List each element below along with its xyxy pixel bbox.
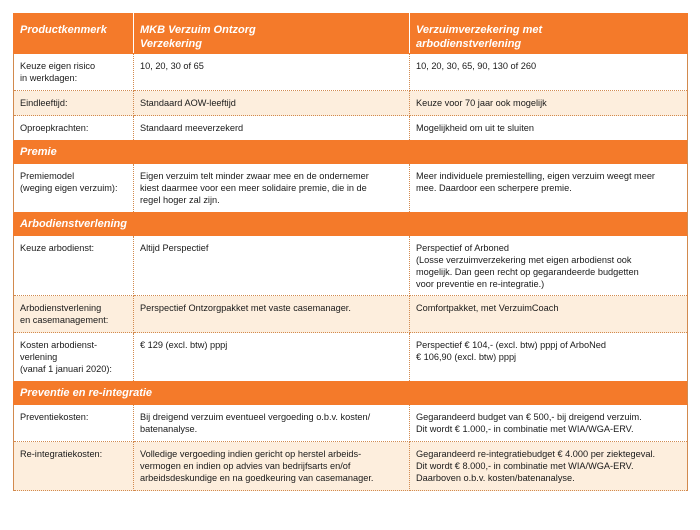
table-row-premiemodel xyxy=(14,164,688,213)
row-label: Kosten arbodienst- verlening (vanaf 1 januari 2020): xyxy=(14,333,134,382)
ontzorg-value: € 129 (excl. btw) pppj xyxy=(134,333,410,382)
table-header-row xyxy=(14,14,688,54)
verzuim-value: 10, 20, 30, 65, 90, 130 of 260 xyxy=(410,54,688,91)
row-label: Premiemodel (weging eigen verzuim): xyxy=(14,164,134,213)
table-row-kosten-arbodienst xyxy=(14,333,688,382)
ontzorg-value: Standaard AOW-leeftijd xyxy=(134,91,410,116)
verzuim-value: Perspectief of Arboned (Losse verzuimverzekering met eigen arbodienst ook mogelijk. Dan geen recht op gegarandeerde budgetten voor preventie en re-integratie.) xyxy=(410,236,688,296)
table-row-keuze-arbodienst xyxy=(14,236,688,296)
verzuim-value: Gegarandeerd budget van € 500,- bij dreigend verzuim. Dit wordt € 1.000,- in combinatie met WIA/WGA-ERV. xyxy=(410,405,688,442)
ontzorg-value: Perspectief Ontzorgpakket met vaste casemanager. xyxy=(134,296,410,333)
row-label: Keuze eigen risico in werkdagen: xyxy=(14,54,134,91)
table-row-oproepkrachten xyxy=(14,116,688,141)
section-header-premie xyxy=(14,141,688,164)
verzuim-value: Keuze voor 70 jaar ook mogelijk xyxy=(410,91,688,116)
table-row-reintegratiekosten xyxy=(14,442,688,491)
ontzorg-value: Volledige vergoeding indien gericht op herstel arbeids- vermogen en indien op advies van bedrijfsarts en/of arbeidsdeskundige en na goedkeuring van casemanager. xyxy=(134,442,410,491)
row-label: Oproepkrachten: xyxy=(14,116,134,141)
row-label: Arbodienstverlening en casemanagement: xyxy=(14,296,134,333)
section-header-preventie xyxy=(14,382,688,405)
ontzorg-value: Altijd Perspectief xyxy=(134,236,410,296)
section-title: Arbodienstverlening xyxy=(14,213,688,236)
ontzorg-value: Eigen verzuim telt minder zwaar mee en de ondernemer kiest daarmee voor een meer solidaire premie, die in de regel hoger zal zijn. xyxy=(134,164,410,213)
table-row-eindleeftijd xyxy=(14,91,688,116)
comparison-table xyxy=(13,13,688,491)
verzuim-value: Meer individuele premiestelling, eigen verzuim weegt meer mee. Daardoor een scherpere premie. xyxy=(410,164,688,213)
row-label: Preventiekosten: xyxy=(14,405,134,442)
header-verzuimverzekering: Verzuimverzekering met arbodienstverlening xyxy=(410,14,688,54)
table-row-eigen-risico xyxy=(14,54,688,91)
verzuim-value: Gegarandeerd re-integratiebudget € 4.000 per ziektegeval. Dit wordt € 8.000,- in combinatie met WIA/WGA-ERV. Daarboven o.b.v. kosten/batenanalyse. xyxy=(410,442,688,491)
table-row-casemanagement xyxy=(14,296,688,333)
row-label: Eindleeftijd: xyxy=(14,91,134,116)
header-productkenmerk: Productkenmerk xyxy=(14,14,134,54)
verzuim-value: Comfortpakket, met VerzuimCoach xyxy=(410,296,688,333)
section-title: Premie xyxy=(14,141,688,164)
verzuim-value: Mogelijkheid om uit te sluiten xyxy=(410,116,688,141)
ontzorg-value: Bij dreigend verzuim eventueel vergoeding o.b.v. kosten/ batenanalyse. xyxy=(134,405,410,442)
row-label: Keuze arbodienst: xyxy=(14,236,134,296)
ontzorg-value: 10, 20, 30 of 65 xyxy=(134,54,410,91)
section-header-arbodienstverlening xyxy=(14,213,688,236)
row-label: Re-integratiekosten: xyxy=(14,442,134,491)
table-row-preventiekosten xyxy=(14,405,688,442)
verzuim-value: Perspectief € 104,- (excl. btw) pppj of ArboNed € 106,90 (excl. btw) pppj xyxy=(410,333,688,382)
ontzorg-value: Standaard meeverzekerd xyxy=(134,116,410,141)
header-mkb-verzuim-ontzorg: MKB Verzuim Ontzorg Verzekering xyxy=(134,14,410,54)
section-title: Preventie en re-integratie xyxy=(14,382,688,405)
